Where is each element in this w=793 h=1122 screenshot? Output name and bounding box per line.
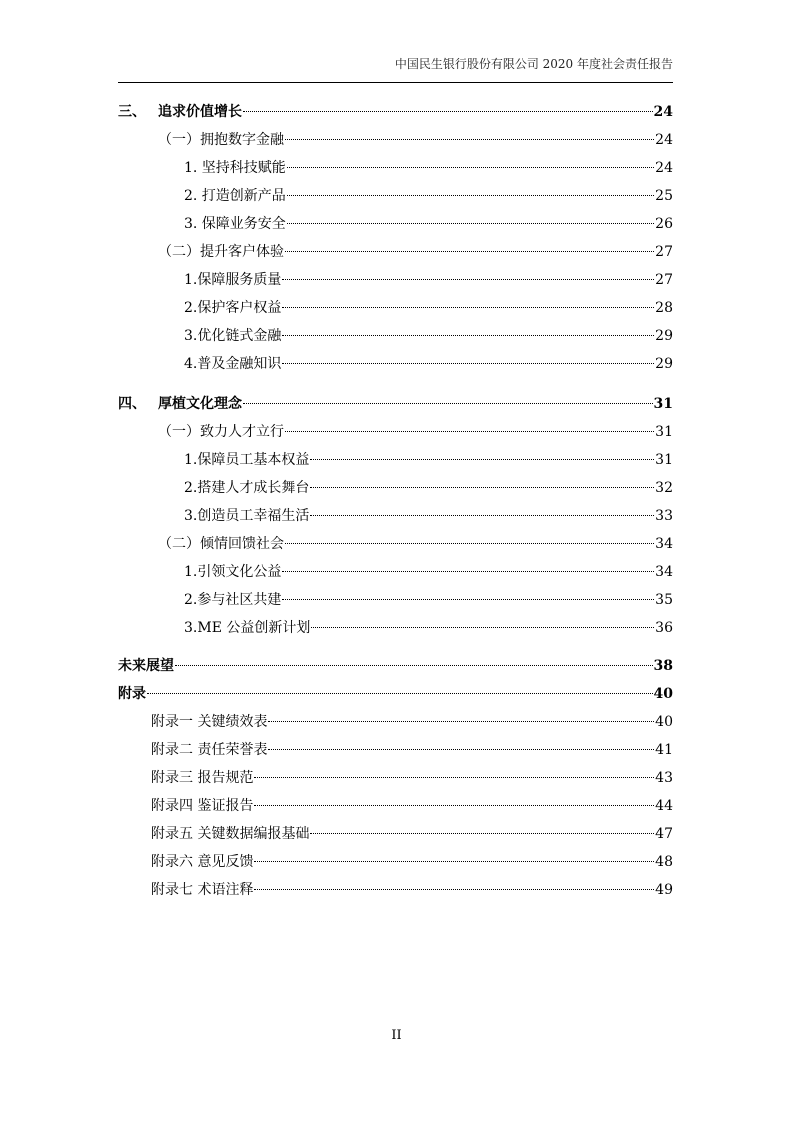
toc-entry-4-1-2[interactable] <box>118 477 673 499</box>
toc-entry-title: 附录四 鉴证报告 <box>151 798 254 814</box>
toc-leader-dots <box>282 570 654 572</box>
toc-leader-dots <box>175 664 653 666</box>
toc-page-number: 24 <box>655 160 673 176</box>
toc-page-number: 25 <box>655 188 673 204</box>
toc-leader-dots <box>285 542 654 544</box>
toc-entry-title: 2. 打造创新产品 <box>184 188 286 204</box>
toc-entry-title: （一）拥抱数字金融 <box>158 132 284 148</box>
toc-page-number: 43 <box>655 770 673 786</box>
toc-page-number: 24 <box>655 132 673 148</box>
toc-entry-3-2-3[interactable] <box>118 325 673 347</box>
toc-entry-title: 附录二 责任荣誉表 <box>151 742 268 758</box>
toc-page-number: 38 <box>653 658 673 674</box>
toc-entry-title: （一）致力人才立行 <box>158 424 284 440</box>
toc-section-number: 三、 <box>118 104 146 120</box>
toc-page-number: 47 <box>655 826 673 842</box>
toc-entry-4-1-1[interactable] <box>118 449 673 471</box>
toc-leader-dots <box>310 458 654 460</box>
toc-page-number: 36 <box>655 620 673 636</box>
toc-entry-title: 附录五 关键数据编报基础 <box>151 826 310 842</box>
toc-leader-dots <box>285 250 654 252</box>
toc-entry-appendix-6[interactable] <box>118 851 673 873</box>
toc-entry-title: 1.保障服务质量 <box>184 272 282 288</box>
toc-entry-title: 附录六 意见反馈 <box>151 854 254 870</box>
toc-page-number: 34 <box>655 536 673 552</box>
toc-leader-dots <box>282 278 654 280</box>
toc-page-number: 26 <box>655 216 673 232</box>
toc-entry-3-1-1[interactable] <box>118 157 673 179</box>
toc-entry-4-2-3[interactable] <box>118 617 673 639</box>
toc-entry-title: 1. 坚持科技赋能 <box>184 160 286 176</box>
toc-page-number: 44 <box>655 798 673 814</box>
toc-leader-dots <box>243 110 653 112</box>
toc-entry-title: 3.ME 公益创新计划 <box>184 620 311 636</box>
toc-leader-dots <box>268 748 654 750</box>
toc-leader-dots <box>287 194 654 196</box>
toc-entry-title: 2.参与社区共建 <box>184 592 282 608</box>
toc-leader-dots <box>287 222 654 224</box>
toc-leader-dots <box>268 720 654 722</box>
toc-entry-4-2-1[interactable] <box>118 561 673 583</box>
toc-page-number: 31 <box>655 452 673 468</box>
toc-entry-title: 3.创造员工幸福生活 <box>184 508 310 524</box>
toc-entry-title: 2.保护客户权益 <box>184 300 282 316</box>
toc-leader-dots <box>310 832 654 834</box>
toc-page-number: 24 <box>653 104 673 120</box>
toc-entry-appendix-1[interactable] <box>118 711 673 733</box>
toc-page-number: 31 <box>655 424 673 440</box>
toc-leader-dots <box>243 402 653 404</box>
toc-page-number: 40 <box>653 686 673 702</box>
toc-page-number: 48 <box>655 854 673 870</box>
toc-page-number: 27 <box>655 272 673 288</box>
toc-entry-4-2-2[interactable] <box>118 589 673 611</box>
toc-entry-3-2-1[interactable] <box>118 269 673 291</box>
toc-page-number: 34 <box>655 564 673 580</box>
toc-leader-dots <box>282 334 654 336</box>
toc-entry-appendix-7[interactable] <box>118 879 673 901</box>
toc-entry-title: 追求价值增长 <box>158 104 242 120</box>
toc-leader-dots <box>254 804 654 806</box>
toc-entry-title: 未来展望 <box>118 658 174 674</box>
toc-leader-dots <box>310 514 654 516</box>
toc-entry-title: 厚植文化理念 <box>158 396 242 412</box>
toc-page-number: 27 <box>655 244 673 260</box>
toc-page-number: 49 <box>655 882 673 898</box>
toc-entry-4-1[interactable] <box>118 421 673 443</box>
toc-leader-dots <box>310 486 654 488</box>
report-header: 中国民生银行股份有限公司 2020 年度社会责任报告 <box>394 57 673 71</box>
toc-entry-title: 3. 保障业务安全 <box>184 216 286 232</box>
toc-page-number: 35 <box>655 592 673 608</box>
toc-leader-dots <box>282 362 654 364</box>
toc-entry-title: 2.搭建人才成长舞台 <box>184 480 310 496</box>
toc-entry-title: 3.优化链式金融 <box>184 328 282 344</box>
toc-entry-3-1-3[interactable] <box>118 213 673 235</box>
toc-entry-appendix-3[interactable] <box>118 767 673 789</box>
page-number-footer: II <box>391 1028 402 1043</box>
toc-page-number: 29 <box>655 328 673 344</box>
toc-entry-4-2[interactable] <box>118 533 673 555</box>
toc-leader-dots <box>311 626 654 628</box>
toc-entry-appendix[interactable] <box>118 683 673 705</box>
toc-entry-title: 附录七 术语注释 <box>151 882 254 898</box>
toc-entry-section-3[interactable] <box>118 101 673 123</box>
toc-entry-section-4[interactable] <box>118 393 673 415</box>
toc-entry-title: （二）提升客户体验 <box>158 244 284 260</box>
toc-leader-dots <box>254 888 654 890</box>
toc-entry-future-outlook[interactable] <box>118 655 673 677</box>
toc-leader-dots <box>285 430 654 432</box>
toc-page-number: 31 <box>653 396 673 412</box>
toc-entry-3-2-2[interactable] <box>118 297 673 319</box>
toc-leader-dots <box>254 776 654 778</box>
toc-leader-dots <box>282 306 654 308</box>
toc-entry-3-2[interactable] <box>118 241 673 263</box>
toc-entry-4-1-3[interactable] <box>118 505 673 527</box>
toc-entry-title: 附录三 报告规范 <box>151 770 254 786</box>
toc-page-number: 33 <box>655 508 673 524</box>
toc-entry-title: 1.保障员工基本权益 <box>184 452 310 468</box>
toc-entry-title: 1.引领文化公益 <box>184 564 282 580</box>
toc-entry-appendix-5[interactable] <box>118 823 673 845</box>
toc-entry-title: 4.普及金融知识 <box>184 356 282 372</box>
toc-page-number: 41 <box>655 742 673 758</box>
toc-leader-dots <box>147 692 653 694</box>
toc-entry-title: （二）倾情回馈社会 <box>158 536 284 552</box>
toc-entry-3-1-2[interactable] <box>118 185 673 207</box>
toc-page-number: 32 <box>655 480 673 496</box>
toc-leader-dots <box>287 166 654 168</box>
toc-page-number: 29 <box>655 356 673 372</box>
toc-section-number: 四、 <box>118 396 146 412</box>
toc-entry-3-1[interactable] <box>118 129 673 151</box>
toc-page-number: 28 <box>655 300 673 316</box>
toc-entry-appendix-4[interactable] <box>118 795 673 817</box>
toc-leader-dots <box>282 598 654 600</box>
toc-entry-title: 附录 <box>118 686 146 702</box>
toc-leader-dots <box>254 860 654 862</box>
toc-entry-appendix-2[interactable] <box>118 739 673 761</box>
toc-entry-3-2-4[interactable] <box>118 353 673 375</box>
toc-entry-title: 附录一 关键绩效表 <box>151 714 268 730</box>
toc-leader-dots <box>285 138 654 140</box>
toc-page-number: 40 <box>655 714 673 730</box>
